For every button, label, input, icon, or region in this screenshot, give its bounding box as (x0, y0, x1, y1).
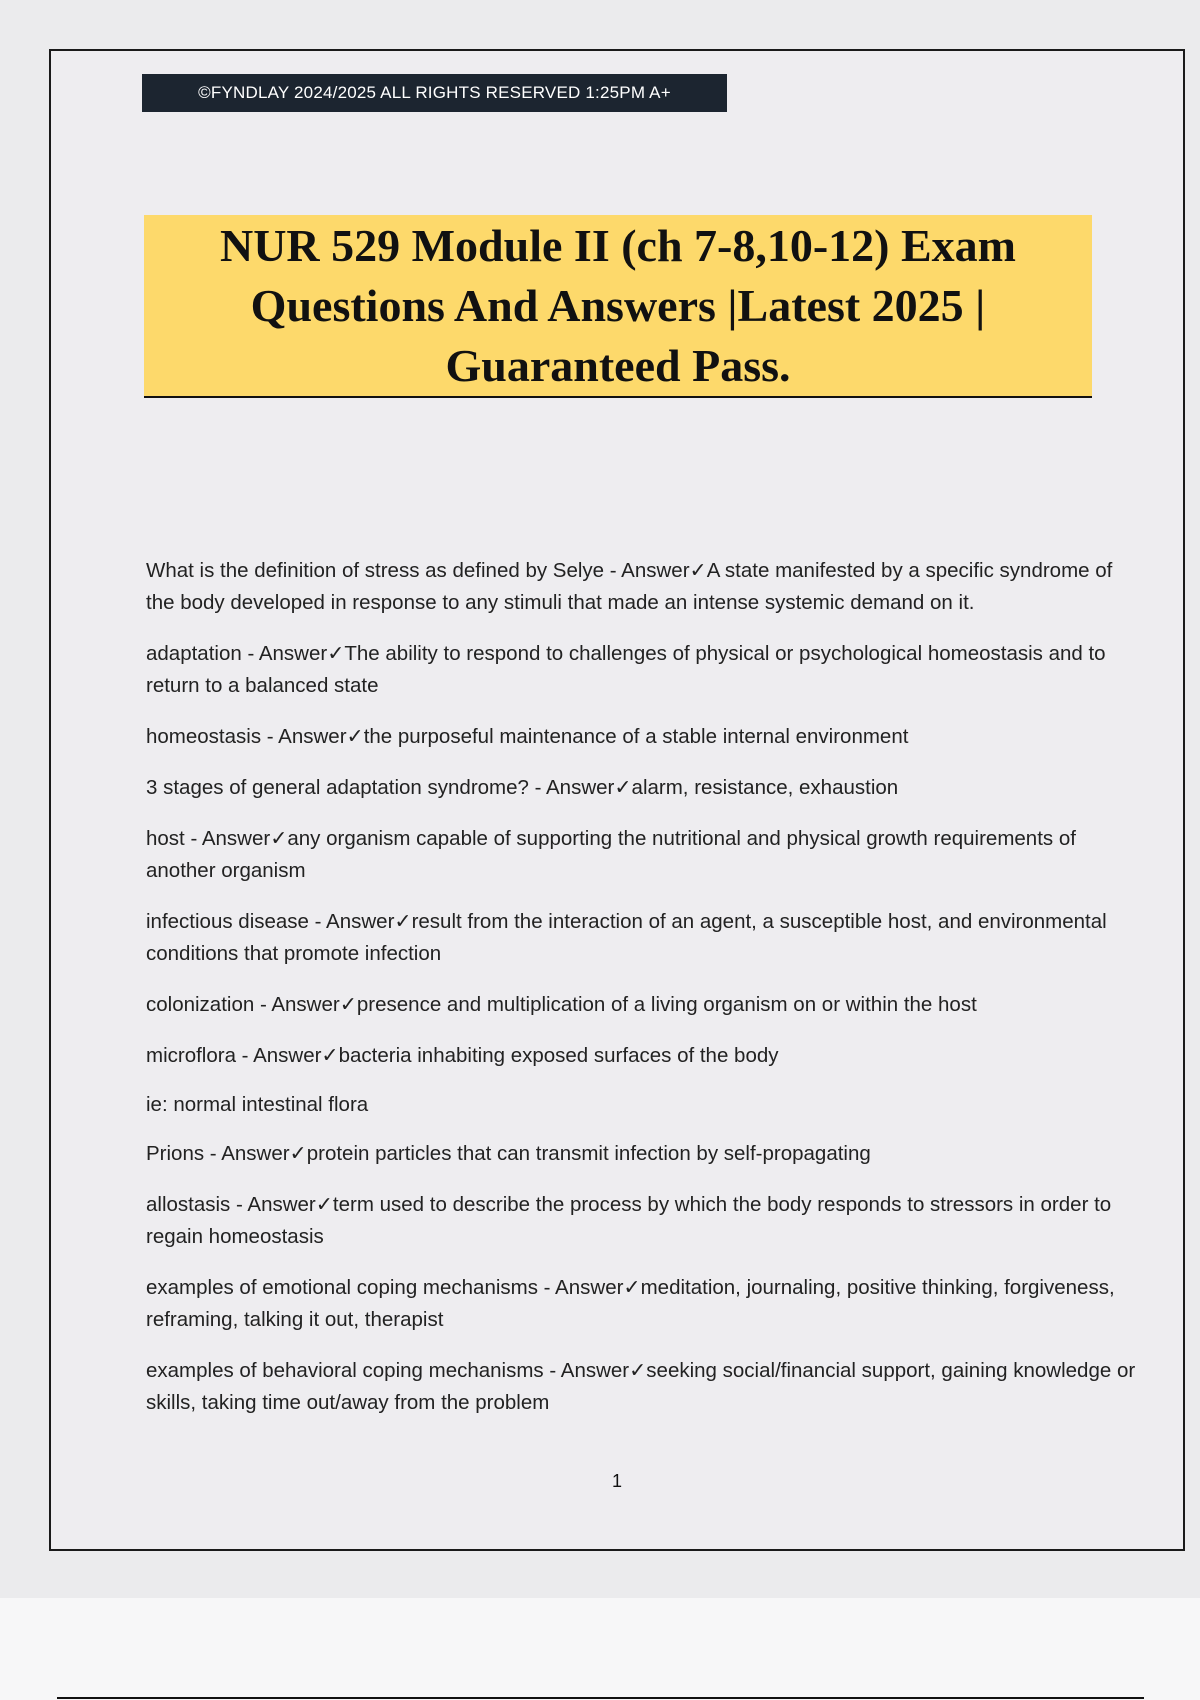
qa-item: Prions - Answer✓protein particles that can transmit infection by self-propagating (146, 1142, 871, 1165)
qa-item-note: ie: normal intestinal flora (146, 1093, 369, 1116)
title-box (144, 215, 1092, 398)
document-title: NUR 529 Module II (ch 7-8,10-12) Exam Questions And Answers |Latest 2025 | Guaranteed Pass. (219, 219, 1016, 391)
copyright-banner: ©FYNDLAY 2024/2025 ALL RIGHTS RESERVED 1:25PM A+ (142, 74, 727, 112)
qa-item: adaptation - Answer✓The ability to respond to challenges of physical or psychological homeostasis and to return to a balanced state (146, 642, 1106, 697)
qa-item: examples of emotional coping mechanisms - Answer✓meditation, journaling, positive thinking, forgiveness, reframing, talking it out, therapist (146, 1276, 1115, 1331)
qa-item: colonization - Answer✓presence and multiplication of a living organism on or within the host (146, 993, 977, 1016)
page-divider (57, 1697, 1144, 1699)
qa-item: allostasis - Answer✓term used to describe the process by which the body responds to stressors in order to regain homeostasis (146, 1193, 1112, 1248)
page-number: 1 (611, 1471, 622, 1491)
qa-item: homeostasis - Answer✓the purposeful maintenance of a stable internal environment (146, 725, 909, 748)
qa-list (146, 555, 1136, 1438)
document-page (49, 49, 1185, 1551)
qa-item: infectious disease - Answer✓result from the interaction of an agent, a susceptible host, and environmental conditions that promote infection (146, 910, 1107, 965)
qa-item: What is the definition of stress as defined by Selye - Answer✓A state manifested by a specific syndrome of the body developed in response to any stimuli that made an intense systemic demand on it. (146, 559, 1113, 614)
qa-item: host - Answer✓any organism capable of supporting the nutritional and physical growth requirements of another organism (146, 827, 1076, 882)
qa-item: microflora - Answer✓bacteria inhabiting exposed surfaces of the body (146, 1044, 779, 1067)
qa-item: examples of behavioral coping mechanisms - Answer✓seeking social/financial support, gaining knowledge or skills, taking time out/away from the problem (146, 1359, 1136, 1414)
qa-item: 3 stages of general adaptation syndrome? - Answer✓alarm, resistance, exhaustion (146, 776, 899, 799)
next-page-area (0, 1598, 1200, 1700)
